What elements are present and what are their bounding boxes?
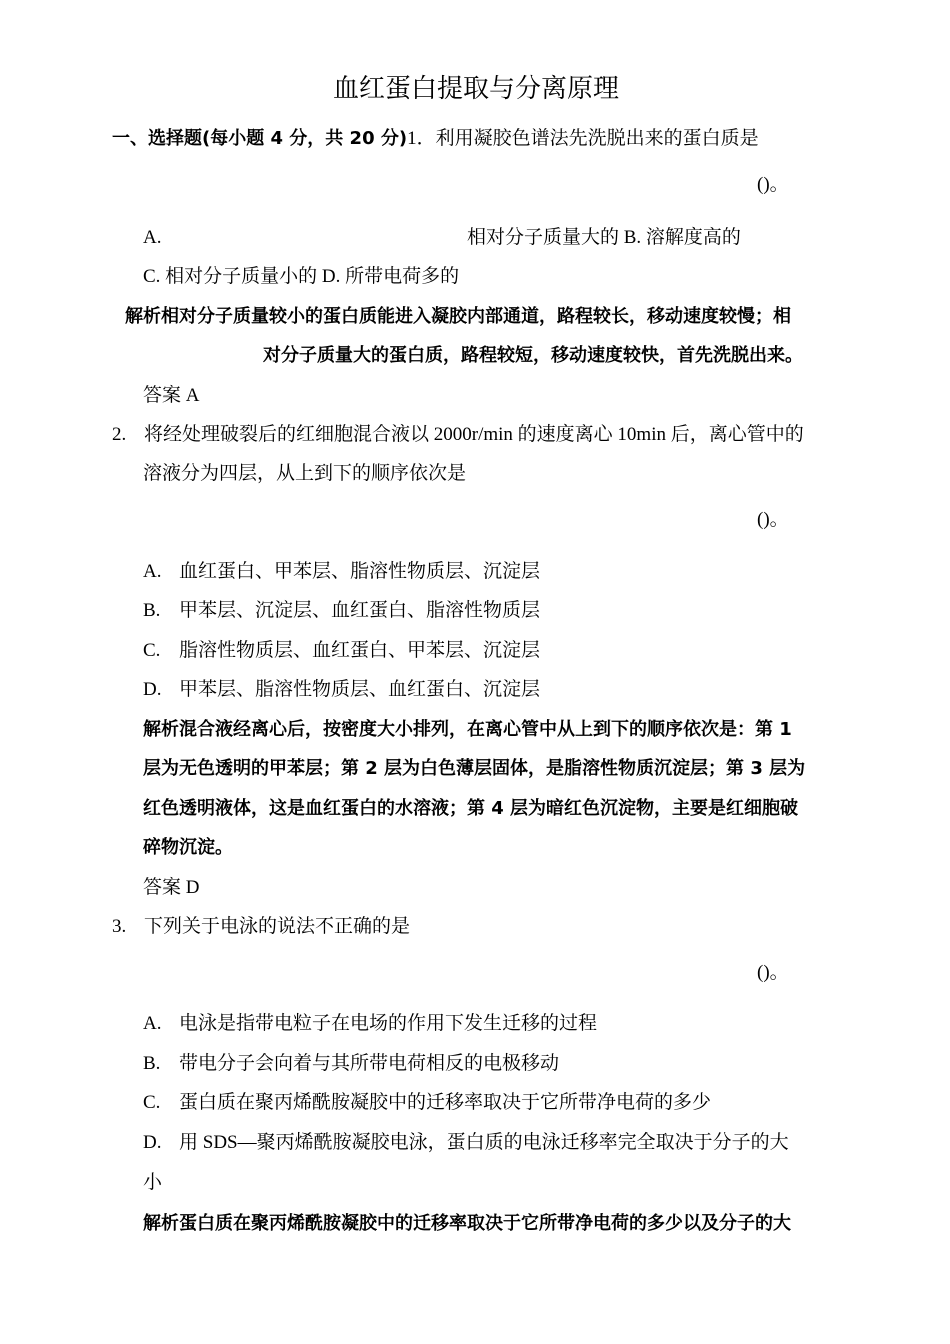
q3-option-a-label: A. (143, 1013, 162, 1034)
q2-option-c-label: C. (143, 640, 161, 661)
q2-option-d-text: 甲苯层、脂溶性物质层、血红蛋白、沉淀层 (179, 679, 541, 700)
q2-option-a-label: A. (143, 561, 162, 582)
q3-paren: ()。 (757, 962, 789, 983)
q3-option-c-label: C. (143, 1092, 161, 1113)
q1-analysis-line-2: 对分子质量大的蛋白质，路程较短，移动速度较快，首先洗脱出来。 (263, 345, 803, 366)
q2-analysis-line-1: 解析混合液经离心后，按密度大小排列，在离心管中从上到下的顺序依次是：第 1 (143, 719, 792, 740)
q3-analysis-line-1: 解析蛋白质在聚丙烯酰胺凝胶中的迁移率取决于它所带净电荷的多少以及分子的大 (143, 1213, 791, 1234)
q1-paren: ()。 (757, 174, 789, 195)
q3-number: 3. (112, 916, 127, 937)
q3-option-b-text: 带电分子会向着与其所带电荷相反的电极移动 (179, 1053, 560, 1074)
q2-stem-1: 将经处理破裂后的红细胞混合液以 2000r/min 的速度离心 10min 后，离心管中的 (144, 424, 804, 445)
q2-option-c-text: 脂溶性物质层、血红蛋白、甲苯层、沉淀层 (179, 640, 541, 661)
q3-option-d (143, 1131, 789, 1155)
q2-answer: 答案 D (143, 877, 200, 898)
q2-option-b-label: B. (143, 600, 161, 621)
q1-options-cd: C. 相对分子质量小的 D. 所带电荷多的 (143, 266, 460, 287)
q3-option-b-label: B. (143, 1053, 161, 1074)
q1-number: 1． (407, 128, 436, 149)
q2-option-b (143, 599, 540, 623)
q3-stem: 下列关于电泳的说法不正确的是 (144, 916, 411, 937)
q1-option-a-label: A. (143, 227, 162, 248)
page-title: 血红蛋白提取与分离原理 (333, 74, 620, 103)
q3-stem-line (112, 915, 410, 939)
q2-option-c (143, 639, 540, 663)
q3-option-b (143, 1052, 559, 1076)
q2-analysis-line-2: 层为无色透明的甲苯层；第 2 层为白色薄层固体，是脂溶性物质沉淀层；第 3 层为 (143, 758, 806, 779)
q2-number: 2. (112, 424, 127, 445)
q2-option-d (143, 678, 540, 702)
q3-option-c (143, 1091, 711, 1115)
q1-option-a-text-b: 相对分子质量大的 B. 溶解度高的 (467, 227, 741, 248)
q3-option-a (143, 1012, 597, 1036)
q1-stem: 利用凝胶色谱法先洗脱出来的蛋白质是 (435, 128, 759, 149)
q1-analysis-line-1: 解析相对分子质量较小的蛋白质能进入凝胶内部通道，路程较长，移动速度较慢；相 (125, 306, 791, 327)
q1-answer: 答案 A (143, 385, 200, 406)
question-1-line (112, 127, 759, 151)
q3-option-d-continued: 小 (143, 1172, 163, 1193)
q2-stem-line-2: 溶液分为四层，从上到下的顺序依次是 (143, 463, 467, 484)
q2-option-b-text: 甲苯层、沉淀层、血红蛋白、脂溶性物质层 (179, 600, 541, 621)
q2-analysis-line-4: 碎物沉淀。 (143, 837, 233, 858)
section-header: 一、选择题(每小题 4 分，共 20 分) (112, 128, 408, 149)
q2-option-d-label: D. (143, 679, 162, 700)
q2-option-a (143, 560, 540, 584)
q3-option-c-text: 蛋白质在聚丙烯酰胺凝胶中的迁移率取决于它所带净电荷的多少 (179, 1092, 712, 1113)
q2-paren: ()。 (757, 509, 789, 530)
q3-option-d-text: 用 SDS—聚丙烯酰胺凝胶电泳，蛋白质的电泳迁移率完全取决于分子的大 (179, 1132, 789, 1153)
q2-stem-line-1 (112, 423, 804, 447)
q3-option-d-label: D. (143, 1132, 162, 1153)
q3-option-a-text: 电泳是指带电粒子在电场的作用下发生迁移的过程 (179, 1013, 598, 1034)
q2-option-a-text: 血红蛋白、甲苯层、脂溶性物质层、沉淀层 (179, 561, 541, 582)
q2-analysis-line-3: 红色透明液体，这是血红蛋白的水溶液；第 4 层为暗红色沉淀物，主要是红细胞破 (143, 798, 799, 819)
